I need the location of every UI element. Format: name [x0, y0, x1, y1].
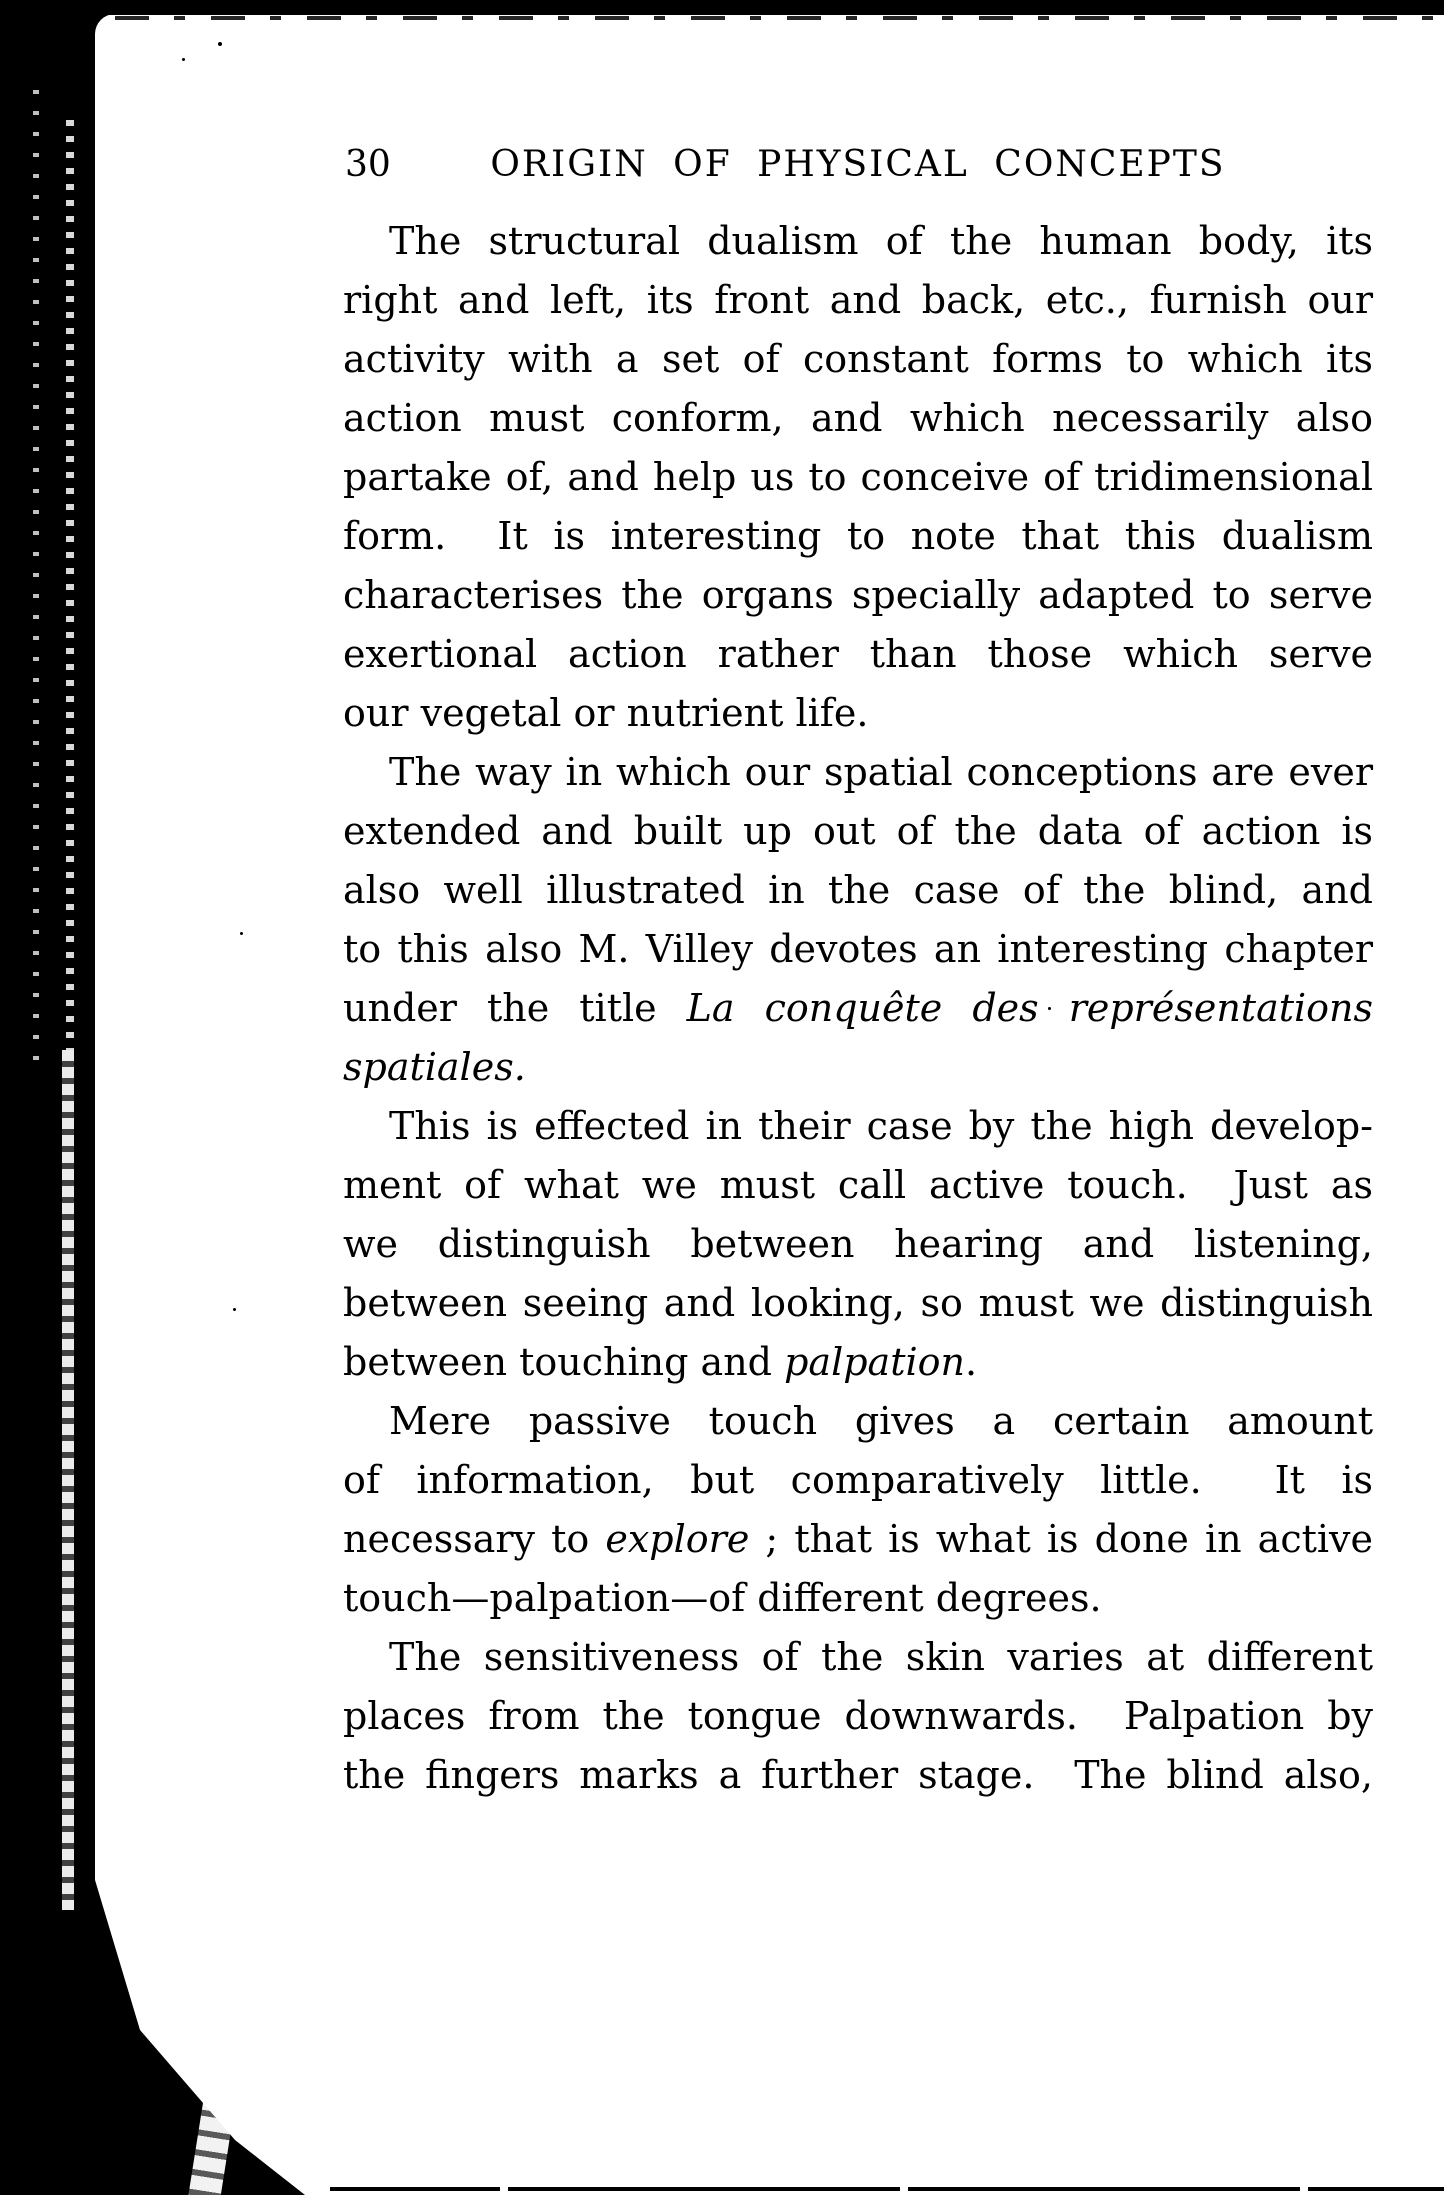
text-line: [343, 271, 1373, 330]
text-segment: touch—palpation—of different degrees.: [343, 1576, 1102, 1620]
italic-text: spatiales.: [343, 1045, 526, 1089]
text-segment: The way in which our spatial conceptions are ever: [389, 750, 1373, 794]
text-segment: between touching and: [343, 1340, 785, 1384]
top-edge-shadow: [0, 0, 1444, 15]
text-line: [343, 566, 1373, 625]
gutter-highlight-streak: [66, 120, 74, 1050]
bottom-edge-line: [330, 2187, 1444, 2191]
ink-speck: [182, 58, 185, 61]
text-segment: This is effected in their case by the high develop-: [389, 1104, 1373, 1148]
text-segment: exertional action rather than those which serve: [343, 632, 1373, 676]
text-segment: .: [964, 1340, 978, 1384]
text-line: [343, 1274, 1373, 1333]
text-segment: of information, but comparatively little. It is: [343, 1458, 1373, 1502]
text-line: [343, 1628, 1373, 1687]
page-body: [343, 212, 1373, 1805]
top-edge-scan-noise: [115, 16, 1444, 20]
text-line: [343, 1569, 1373, 1628]
text-line: [343, 507, 1373, 566]
text-segment: necessary to: [343, 1517, 606, 1561]
text-line: [343, 1687, 1373, 1746]
text-segment: between seeing and looking, so must we distinguish: [343, 1281, 1373, 1325]
text-line: [343, 1392, 1373, 1451]
text-line: [343, 625, 1373, 684]
text-line: [343, 743, 1373, 802]
text-line: [343, 1038, 1373, 1097]
paragraph: [343, 743, 1373, 1097]
text-line: [343, 802, 1373, 861]
text-segment: The sensitiveness of the skin varies at different: [389, 1635, 1373, 1679]
ink-speck: [218, 42, 222, 46]
text-segment: under the title: [343, 986, 687, 1030]
text-line: [343, 1451, 1373, 1510]
text-line: [343, 1746, 1373, 1805]
text-segment: places from the tongue downwards. Palpation by: [343, 1694, 1373, 1738]
text-segment: form. It is interesting to note that this dualism: [343, 514, 1373, 558]
page-number: 30: [345, 144, 391, 185]
text-line: [343, 920, 1373, 979]
text-line: [343, 1097, 1373, 1156]
text-segment: action must conform, and which necessarily also: [343, 396, 1373, 440]
text-segment: partake of, and help us to conceive of tridimensional: [343, 455, 1373, 499]
italic-text: palpation: [784, 1340, 965, 1384]
running-title: ORIGIN OF PHYSICAL CONCEPTS: [490, 144, 1226, 185]
paragraph: [343, 1628, 1373, 1805]
text-segment: also well illustrated in the case of the blind, and: [343, 868, 1373, 912]
page-header: [343, 144, 1373, 186]
italic-text: explore: [605, 1517, 750, 1561]
text-segment: activity with a set of constant forms to which its: [343, 337, 1373, 381]
text-line: [343, 979, 1373, 1038]
text-segment: our vegetal or nutrient life.: [343, 691, 869, 735]
text-line: [343, 1156, 1373, 1215]
paragraph: [343, 1392, 1373, 1628]
italic-text: La conquête des représentations: [686, 986, 1373, 1030]
text-segment: the fingers marks a further stage. The blind also,: [343, 1753, 1373, 1797]
text-line: [343, 1333, 1373, 1392]
text-segment: right and left, its front and back, etc., furnish our: [343, 278, 1373, 322]
text-segment: The structural dualism of the human body, its: [389, 219, 1373, 263]
paragraph: [343, 212, 1373, 743]
text-line: [343, 1510, 1373, 1569]
text-segment: ment of what we must call active touch. Just as: [343, 1163, 1373, 1207]
paragraph: [343, 1097, 1373, 1392]
ink-speck: [233, 1308, 236, 1311]
text-segment: ; that is what is done in active: [749, 1517, 1373, 1561]
text-segment: extended and built up out of the data of action is: [343, 809, 1373, 853]
text-line: [343, 448, 1373, 507]
gutter-highlight-streak: [62, 1050, 74, 1910]
ink-speck: [240, 932, 243, 935]
text-line: [343, 330, 1373, 389]
text-segment: characterises the organs specially adapted to serve: [343, 573, 1373, 617]
text-line: [343, 684, 1373, 743]
text-line: [343, 389, 1373, 448]
text-segment: Mere passive touch gives a certain amount: [389, 1399, 1373, 1443]
text-line: [343, 1215, 1373, 1274]
text-segment: we distinguish between hearing and listening,: [343, 1222, 1373, 1266]
gutter-highlight-streak: [33, 90, 39, 1070]
text-line: [343, 861, 1373, 920]
text-segment: to this also M. Villey devotes an interesting chapter: [343, 927, 1373, 971]
text-line: [343, 212, 1373, 271]
